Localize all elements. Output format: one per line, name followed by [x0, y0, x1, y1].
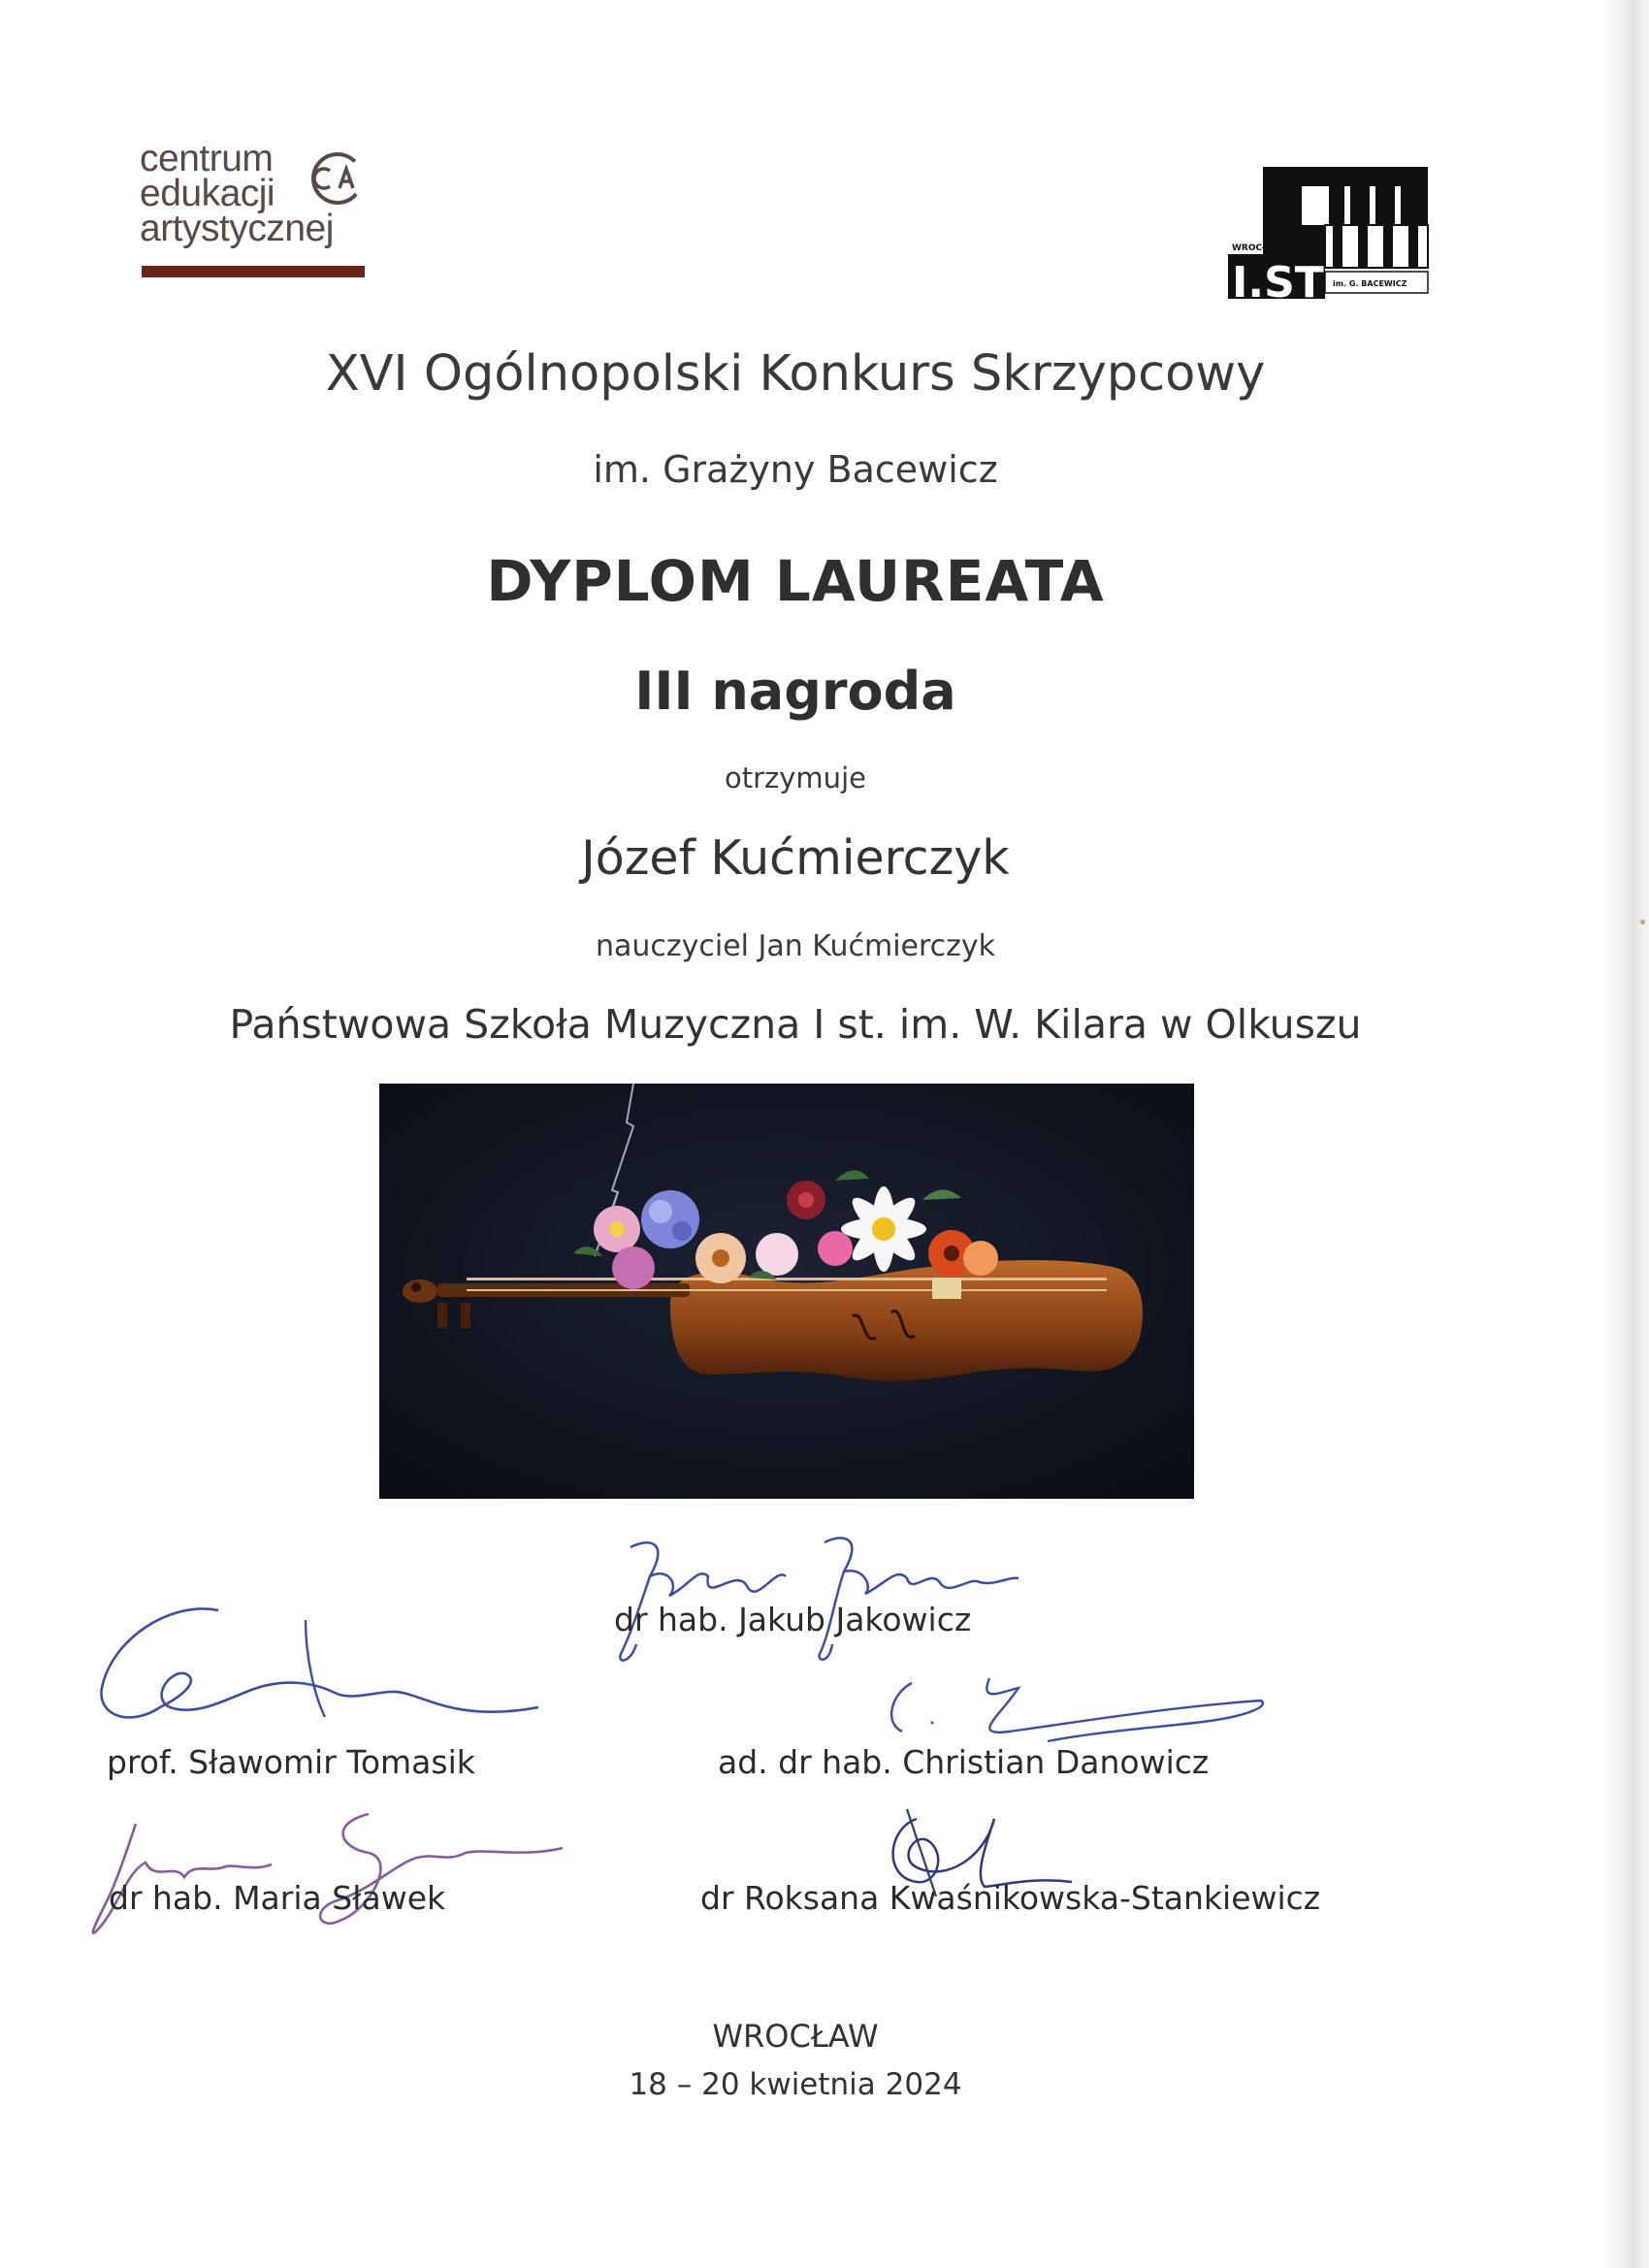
jury-member-2: prof. Sławomir Tomasik: [107, 1743, 475, 1781]
scan-edge-shadow: [1599, 0, 1649, 2268]
ist-logo-text: I.ST: [1232, 258, 1324, 303]
school-line: Państwowa Szkoła Muzyczna I st. im. W. Kilara w Olkuszu: [229, 1001, 1362, 1048]
jury-member-4: dr hab. Maria Sławek: [109, 1879, 446, 1917]
footer-city: WROCŁAW: [712, 2018, 879, 2055]
cea-mark-icon: [308, 149, 367, 208]
ist-logo-caption: im. G. BACEWICZ: [1333, 279, 1407, 288]
cea-logo-line-1: centrum: [140, 138, 274, 179]
cea-logo: [140, 138, 372, 282]
jury-member-3: ad. dr hab. Christian Danowicz: [718, 1743, 1210, 1781]
receives-label: otrzymuje: [725, 761, 866, 794]
jury-member-5: dr Roksana Kwaśnikowska-Stankiewicz: [700, 1879, 1321, 1917]
laureate-name: Józef Kućmierczyk: [581, 830, 1010, 886]
signature-slawek: [78, 1804, 582, 1950]
cea-logo-line-3: artystycznej: [140, 208, 334, 249]
teacher-line: nauczyciel Jan Kućmierczyk: [595, 929, 996, 963]
jury-member-1: dr hab. Jakub Jakowicz: [614, 1601, 972, 1638]
cea-logo-bar: [142, 266, 365, 277]
competition-title: XVI Ogólnopolski Konkurs Skrzypcowy: [325, 345, 1266, 403]
ist-logo: [1228, 165, 1434, 303]
diploma-heading: DYPLOM LAUREATA: [486, 548, 1105, 614]
prize-label: III nagroda: [634, 661, 956, 722]
ist-logo-city: WROCŁAW: [1232, 243, 1284, 253]
signature-tomasik: [92, 1601, 548, 1766]
violin-flowers-artwork: [379, 1084, 1194, 1499]
scan-speck: [1640, 920, 1645, 924]
competition-subtitle: im. Grażyny Bacewicz: [593, 448, 998, 491]
cea-logo-line-2: edukacji: [140, 173, 275, 214]
footer-date: 18 – 20 kwietnia 2024: [629, 2067, 962, 2102]
